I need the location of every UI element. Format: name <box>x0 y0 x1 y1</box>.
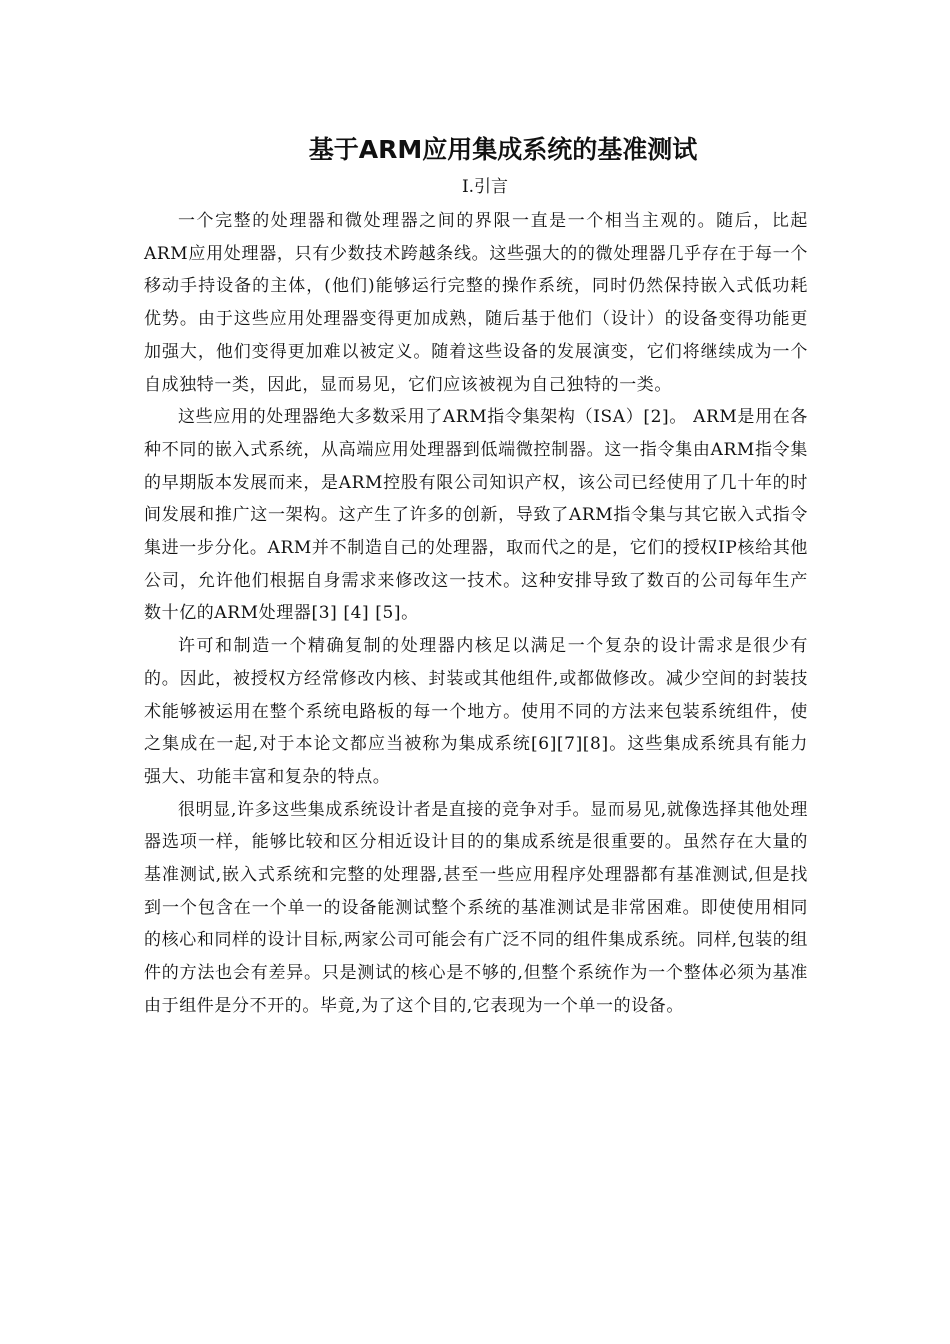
paragraph-3: 许可和制造一个精确复制的处理器内核足以满足一个复杂的设计需求是很少有的。因此，被授权方经常修改内核、封装或其他组件,或都做修改。减少空间的封装技术能够被运用在整个系统电路板的每一个地方。使用不同的方法来包装系统组件，使之集成在一起,对于本论文都应当被称为集成系统[6][7][8]。这些集成系统具有能力强大、功能丰富和复杂的特点。 <box>144 636 808 787</box>
paragraph-4: 很明显,许多这些集成系统设计者是直接的竞争对手。显而易见,就像选择其他处理器选项一样，能够比较和区分相近设计目的的集成系统是很重要的。虽然存在大量的基准测试,嵌入式系统和完整的处理器,甚至一些应用程序处理器都有基准测试,但是找到一个包含在一个单一的设备能测试整个系统的基准测试是非常困难。即使使用相同的核心和同样的设计目标,两家公司可能会有广泛不同的组件集成系统。同样,包装的组件的方法也会有差异。只是测试的核心是不够的,但整个系统作为一个整体必须为基准由于组件是分不开的。毕竟,为了这个目的,它表现为一个单一的设备。 <box>144 799 809 1016</box>
document-title: 基于ARM应用集成系统的基准测试 <box>308 135 698 164</box>
body-text <box>144 205 808 1023</box>
paragraph-2: 这些应用的处理器绝大多数采用了ARM指令集架构（ISA）[2]。 ARM是用在各种不同的嵌入式系统，从高端应用处理器到低端微控制器。这一指令集由ARM指令集的早期版本发展而来，是ARM控股有限公司知识产权，该公司已经使用了几十年的时间发展和推广这一架构。这产生了许多的创新，导致了ARM指令集与其它嵌入式指令集进一步分化。ARM并不制造自己的处理器，取而代之的是，它们的授权IP核给其他公司，允许他们根据自身需求来修改这一技术。这种安排导致了数百的公司每年生产数十亿的ARM处理器[3] [4] [5]。 <box>144 407 808 624</box>
paragraph-1: 一个完整的处理器和微处理器之间的界限一直是一个相当主观的。随后，比起ARM应用处理器，只有少数技术跨越条线。这些强大的的微处理器几乎存在于每一个移动手持设备的主体，(他们)能够运行完整的操作系统，同时仍然保持嵌入式低功耗优势。由于这些应用处理器变得更加成熟，随后基于他们（设计）的设备变得功能更加强大，他们变得更加难以被定义。随着这些设备的发展演变，它们将继续成为一个自成独特一类，因此，显而易见，它们应该被视为自己独特的一类。 <box>144 211 808 395</box>
section-heading: I.引言 <box>461 177 509 197</box>
